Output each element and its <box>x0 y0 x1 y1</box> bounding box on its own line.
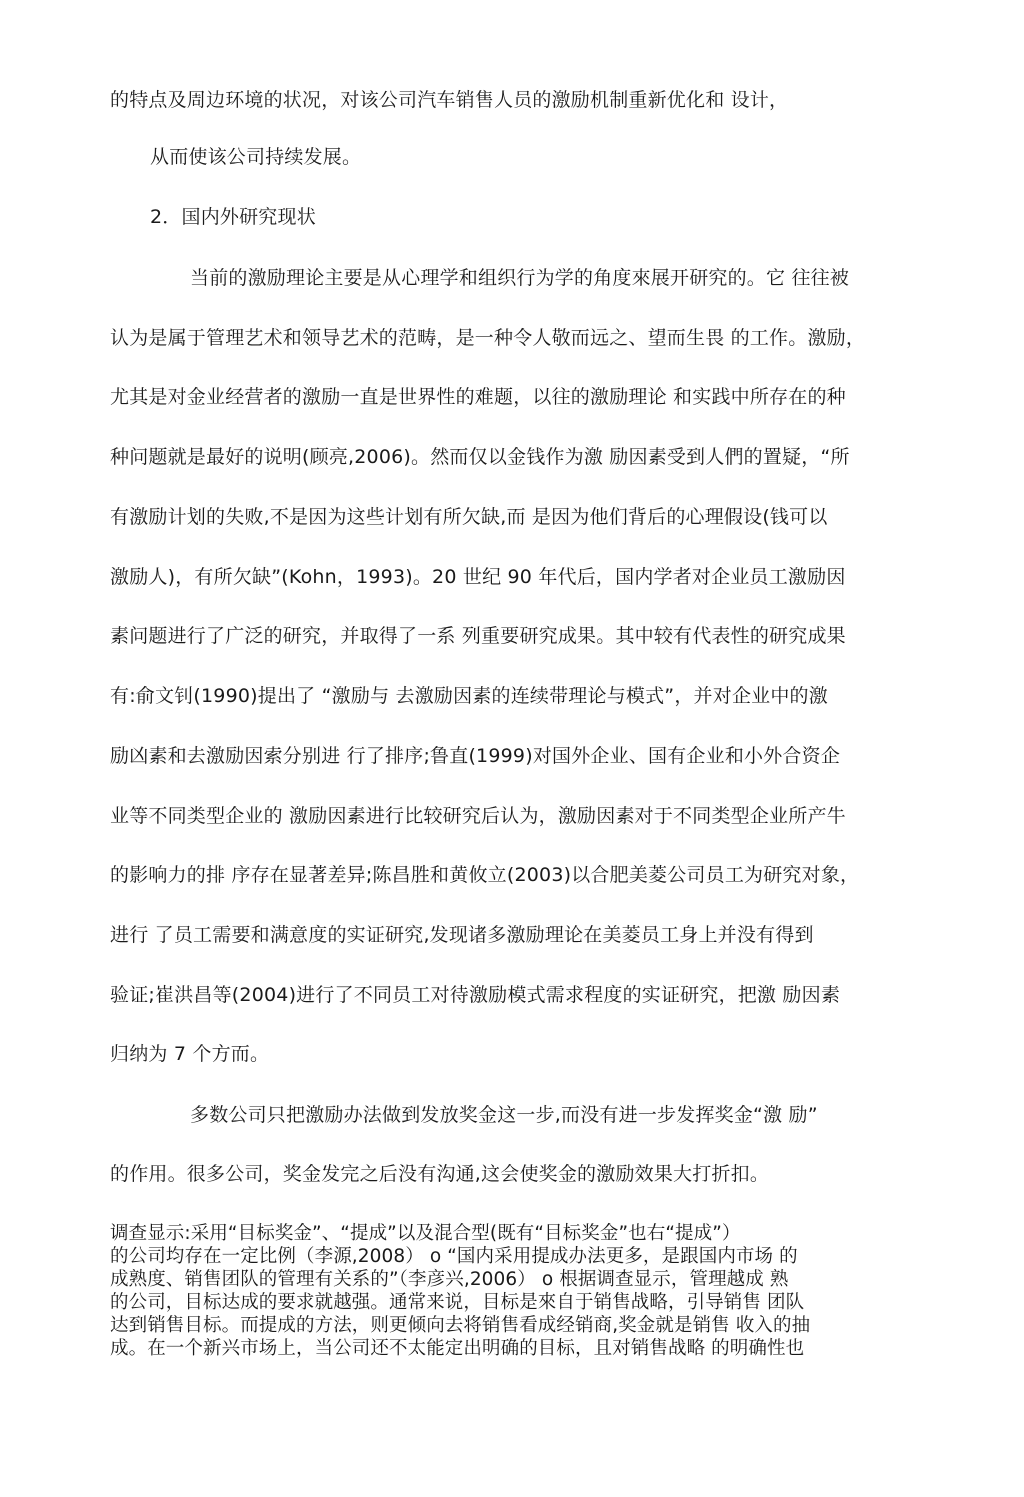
block-line: 成。在一个新兴市场上，当公司还不太能定出明确的目标，且对销售战略 的明确性也 <box>110 1338 805 1359</box>
paragraph-line: 尤其是对金业经营者的激励一直是世界性的难题，以往的激励理论 和实践中所存在的种 <box>110 386 846 408</box>
block-line: 成熟度、销售团队的管理有关系的”（李彦兴,2006） o 根据调查显示，管理越成 熟 <box>110 1269 789 1290</box>
paragraph-line: 从而使该公司持续发展。 <box>150 146 362 168</box>
paragraph-line: 素问题进行了广泛的研究，并取得了一系 列重要研究成果。其中较有代表性的研究成果 <box>110 625 846 647</box>
paragraph-line: 进行 了员工需要和满意度的实证研究,发现诸多激励理论在美菱员工身上并没有得到 <box>110 924 814 946</box>
paragraph-line: 的影响力的排 序存在显著差异;陈昌胜和黄攸立(2003)以合肥美菱公司员工为研究对象， <box>110 864 860 886</box>
paragraph-line: 验证;崔洪昌等(2004)进行了不同员工对待激励模式需求程度的实证研究，把激 励因素 <box>110 984 841 1006</box>
paragraph-line: 激励人)，有所欠缺”(Kohn，1993)。20 世纪 90 年代后，国内学者对企业员工激励因 <box>110 566 846 588</box>
block-line: 调查显示:采用“目标奖金”、“提成”以及混合型(既有“目标奖金”也右“提成”） <box>110 1223 741 1244</box>
section-heading: 2．国内外研究现状 <box>150 206 316 228</box>
paragraph-line: 有激励计划的失败,不是因为这些计划有所欠缺,而 是因为他们背后的心理假设(钱可以 <box>110 506 828 528</box>
paragraph-line: 认为是属于管理艺术和领导艺术的范畴，是一种令人敬而远之、望而生畏 的工作。激励， <box>110 327 866 349</box>
paragraph-line: 当前的激励理论主要是从心理学和组织行为学的角度來展开研究的。它 往往被 <box>190 267 850 289</box>
paragraph-line: 多数公司只把激励办法做到发放奖金这一步,而没有进一步发挥奖金“激 励” <box>190 1104 818 1126</box>
paragraph-line: 的作用。很多公司，奖金发完之后没有沟通,这会使奖金的激励效果大打折扣。 <box>110 1163 770 1185</box>
paragraph-line: 种问题就是最好的说明(顾亮,2006)。然而仅以金钱作为激 励因素受到人們的置疑，“所 <box>110 446 850 468</box>
block-line: 的公司，目标达成的要求就越强。通常来说，目标是來自于销售战略，引导销售 团队 <box>110 1292 805 1313</box>
block-line: 的公司均存在一定比例（李源,2008） o “国内采用提成办法更多，是跟国内市场 的 <box>110 1246 798 1267</box>
paragraph-line: 有:俞文钊(1990)提出了 “激励与 去激励因素的连续带理论与模式”，并对企业中的激 <box>110 685 828 707</box>
paragraph-line: 归纳为 7 个方而。 <box>110 1043 270 1065</box>
paragraph-line: 励凶素和去激励因索分别进 行了排序;鲁直(1999)对国外企业、国有企业和小外合资企 <box>110 745 841 767</box>
paragraph-line: 业等不同类型企业的 激励因素进行比较研究后认为，激励因素对于不同类型企业所产牛 <box>110 805 846 827</box>
block-line: 达到销售目标。而提成的方法，则更倾向去将销售看成经销商,奖金就是销售 收入的抽 <box>110 1315 811 1336</box>
paragraph-line: 的特点及周边环境的状况，对该公司汽车销售人员的激励机制重新优化和 设计， <box>110 89 789 111</box>
